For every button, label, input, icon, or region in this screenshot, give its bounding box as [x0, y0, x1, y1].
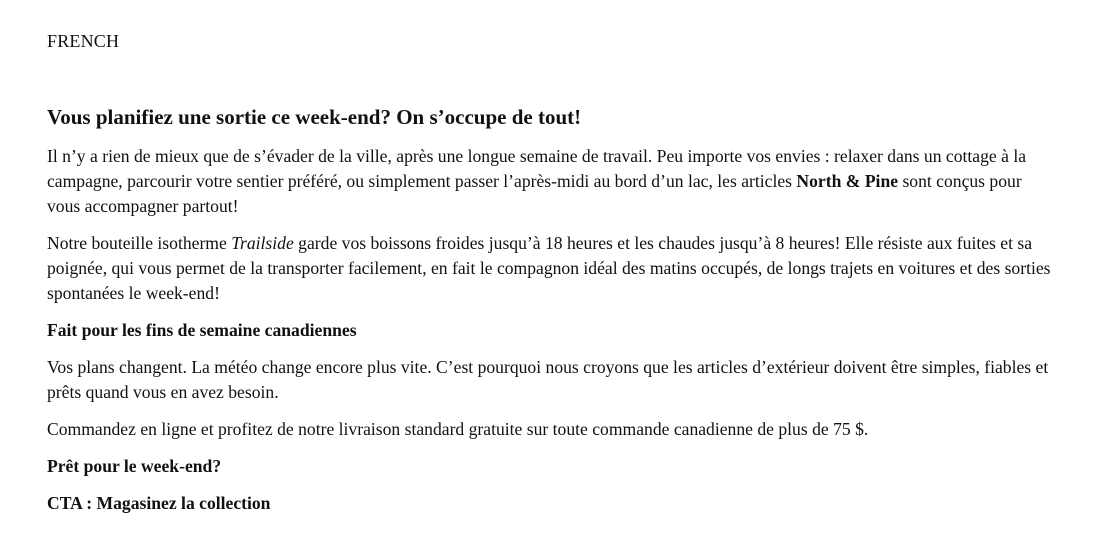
headline: Vous planifiez une sortie ce week-end? On s’occupe de tout! — [47, 105, 582, 129]
section-subheading: Fait pour les fins de semaine canadiennes — [47, 320, 357, 340]
intro-paragraph — [47, 144, 1057, 219]
brand-name: North & Pine — [796, 171, 899, 191]
product-name: Trailside — [231, 233, 294, 253]
shipping-paragraph: Commandez en ligne et profitez de notre livraison standard gratuite sur toute commande canadienne de plus de 75 $. — [47, 419, 869, 439]
product-text-start: Notre bouteille isotherme — [47, 233, 232, 253]
cta-line: CTA : Magasinez la collection — [47, 493, 271, 513]
intro-text-start: Il n’y a rien de mieux que de s’évader de la ville, après une longue semaine de travail. Peu importe vos envies : relaxer dans un cottage à la campagne, parcourir votre sentier préféré, ou simplement passer l’après-midi au bord d’un lac, les articles — [47, 146, 1027, 191]
product-text-end: garde vos boissons froides jusqu’à 18 heures et les chaudes jusqu’à 8 heures! Elle résiste aux fuites et sa poignée, qui vous permet de la transporter facilement, en fait le compagnon idéal des matins occupés, de longs trajets en voitures et des sorties spontanées le week-end! — [47, 233, 1051, 303]
product-paragraph — [47, 231, 1057, 306]
intro-text-end: sont conçus pour vous accompagner partout! — [47, 171, 1022, 216]
language-label: FRENCH — [47, 31, 120, 51]
ready-line: Prêt pour le week-end? — [47, 456, 222, 476]
document-body — [47, 103, 1057, 528]
plans-paragraph: Vos plans changent. La météo change encore plus vite. C’est pourquoi nous croyons que les articles d’extérieur doivent être simples, fiables et prêts quand vous en avez besoin. — [47, 357, 1049, 402]
